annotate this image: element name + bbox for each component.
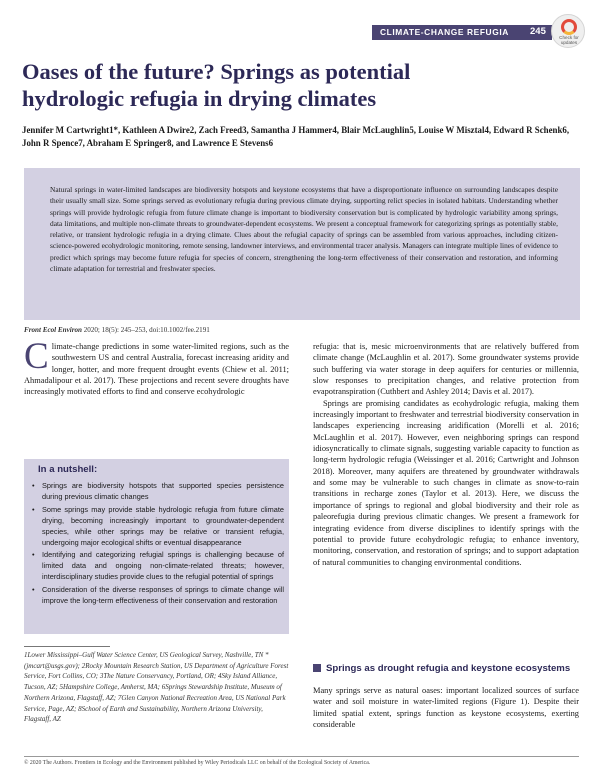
nutshell-heading: In a nutshell: bbox=[38, 464, 98, 475]
section-heading bbox=[313, 663, 579, 674]
section-square-icon bbox=[313, 664, 321, 672]
nutshell-item-text: Consideration of the diverse responses of springs to climate change will improve the long-term effectiveness of their conservation and restoration bbox=[42, 585, 284, 606]
right-column-continued bbox=[313, 685, 579, 730]
check-for-updates-badge[interactable] bbox=[551, 14, 585, 48]
copyright-footer: © 2020 The Authors. Frontiers in Ecology and the Environment published by Wiley Periodicals LLC on behalf of the Ecological Society of America. bbox=[24, 760, 371, 766]
nutshell-item bbox=[32, 505, 284, 549]
citation-details: 2020; 18(5): 245–253, doi:10.1002/fee.2191 bbox=[81, 326, 210, 334]
abstract-text: Natural springs in water-limited landscapes are biodiversity hotspots and keystone ecosystems that have a disproportionate influence on surrounding landscapes despite their usually small size. Some springs served as evolutionary refugia during previous climate drying, supporting relict species in isolated habitats. Understanding whether springs will provide hydrologic refugia from future climate change is important to biodiversity conservation but is complicated by hydrologic variability among springs, data limitations, and multiple non-climate threats to groundwater-dependent ecosystems. We present a conceptual framework for categorizing springs as potentially stable, relative, or transient hydrologic refugia in a drying climate. Clues about the refugial capacity of springs can be assembled from various approaches, including citizen-science-powered ecohydrologic monitoring, remote sensing, landowner interviews, and environmental tracer analysis. Managers can integrate multiple lines of evidence to predict which springs may become future refugia for species of concern, strengthening the long-term effectiveness of their conservation and restoration, and informing climate adaptation for terrestrial and freshwater species. bbox=[50, 185, 558, 274]
nutshell-item-text: Springs are biodiversity hotspots that supported species persistence during previous climatic changes bbox=[42, 481, 284, 501]
bullet-icon: • bbox=[32, 481, 35, 490]
nutshell-list bbox=[32, 481, 284, 609]
bullet-icon: • bbox=[32, 585, 35, 595]
nutshell-item-text: Identifying and categorizing refugial springs is challenging because of limited data and ongoing non-climate-related threats; however, interdisciplinary studies provide clues to the refugial potential of springs bbox=[42, 550, 284, 582]
badge-label: Check for updates bbox=[559, 35, 579, 45]
bullet-icon: • bbox=[32, 504, 35, 514]
left-column-intro bbox=[24, 336, 289, 398]
section-tag: CLIMATE-CHANGE REFUGIA bbox=[380, 27, 509, 37]
intro-paragraph bbox=[24, 336, 289, 398]
body-paragraph-1: refugia: that is, mesic microenvironments that are relatively buffered from climate change (McLaughlin et al. 2017). Some groundwater systems provide such buffering via water storage in deep aquifers for centuries or millennia, slow responses to precipitation changes, and relative protection from evapotranspiration (Cuthbert and Ashley 2014; Davis et al. 2017). bbox=[313, 342, 579, 397]
body-paragraph-3: Many springs serve as natural oases: important localized sources of surface water and soil moisture in water-limited regions (Figure 1). Despite their limited spatial extent, springs function as keystone ecosystems, exerting considerable bbox=[313, 686, 579, 730]
page-number: 245 bbox=[530, 26, 546, 37]
affiliations-divider bbox=[24, 646, 110, 647]
author-list: Jennifer M Cartwright1*, Kathleen A Dwire2, Zach Freed3, Samantha J Hammer4, Blair McLaughlin5, Louise W Misztal4, Edward R Schenk6, John R Spence7, Abraham E Springer8, and Lawrence E Stevens6 bbox=[22, 125, 570, 148]
nutshell-item bbox=[32, 585, 284, 607]
nutshell-item bbox=[32, 481, 284, 503]
nutshell-item bbox=[32, 550, 284, 583]
drop-cap: C bbox=[24, 336, 49, 377]
intro-paragraph-text: limate-change predictions in some water-limited regions, such as the southwestern US and central Australia, forecast increasing aridity and longer, hotter, and more frequent drought events (Chiew et al. 2011; Ahmadalipour et al. 2017). These projections and recent severe droughts have increasingly motivated efforts to find and conserve ecohydrologic bbox=[24, 342, 289, 397]
citation-line bbox=[24, 326, 210, 334]
section-heading-text: Springs as drought refugia and keystone ecosystems bbox=[326, 663, 571, 674]
article-title: Oases of the future? Springs as potential hydrologic refugia in drying climates bbox=[22, 59, 411, 111]
citation-journal: Front Ecol Environ bbox=[24, 326, 82, 334]
right-column bbox=[313, 341, 579, 568]
body-paragraph-2: Springs are promising candidates as ecohydrologic refugia, making them increasingly important to freshwater and terrestrial biodiversity conservation in landscapes experiencing increasing aridification (Morelli et al. 2016; McLaughlin et al. 2017). However, even neighboring springs can respond idiosyncratically to climate signals, suggesting variable capacity to function as long-term hydrologic refugia (Weissinger et al. 2016; Cartwright and Johnson 2018). Moreover, many aquifers are threatened by groundwater withdrawals and some may be vulnerable to such changes in climate as snow-to-rain transitions in recharge zones (Taylor et al. 2013). Here, we discuss the importance of springs to regional and global biodiversity and their role as paleorefugia during previous climatic changes. We present a framework for integrating evidence from diverse disciplines to identify springs with the potential to provide future ecohydrologic refugia; to enhance inventory, monitoring, conservation, and restoration of springs; and to support adaptation of natural communities to changing environmental conditions. bbox=[313, 398, 579, 567]
footer-divider bbox=[24, 756, 579, 757]
bullet-icon: • bbox=[32, 550, 35, 560]
nutshell-item-text: Some springs may provide stable hydrologic refugia from future climate drying, becoming increasingly important to groundwater-dependent species, while other springs may be relative or transient refugia, undergoing major ecological shifts or eventual disappearance bbox=[42, 504, 284, 547]
author-affiliations: 1Lower Mississippi–Gulf Water Science Center, US Geological Survey, Nashville, TN *(jmcart@usgs.gov); 2Rocky Mountain Research Station, US Department of Agriculture Forest Service, Fort Collins, CO; 3The Nature Conservancy, Portland, OR; 4Sky Island Alliance, Tucson, AZ; 5Hampshire College, Amherst, MA; 6Springs Stewardship Institute, Museum of Northern Arizona, Flagstaff, AZ; 7Glen Canyon National Recreation Area, US National Park Service, Page, AZ; 8School of Earth and Sustainability, Northern Arizona University, Flagstaff, AZ bbox=[24, 651, 289, 724]
updates-icon bbox=[561, 19, 577, 35]
